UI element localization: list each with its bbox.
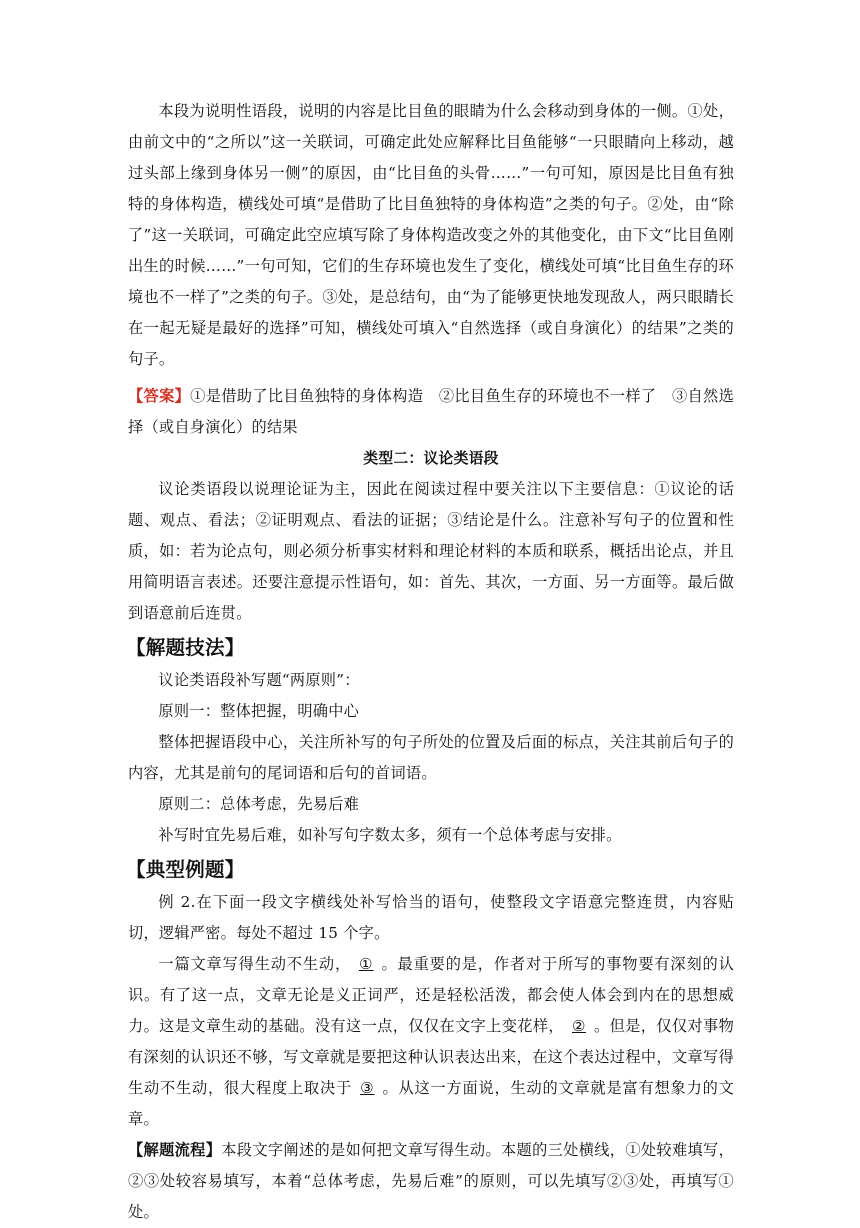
answer-text: ①是借助了比目鱼独特的身体构造 ②比目鱼生存的环境也不一样了 ③自然选择（或自身演化）的结果: [128, 387, 735, 436]
technique-line-4: 原则二：总体考虑，先易后难: [158, 795, 360, 813]
technique-heading: 【解题技法】: [126, 636, 245, 659]
answer-paragraph: [128, 381, 734, 443]
passage-seg-1: 一篇文章写得生动不生动，: [158, 955, 352, 973]
passage-seg-3: 。但是，仅仅对事物有深刻的认识还不够，写文章就是要把这种认识表达出来，在这个表达过程中，文章写得生动不生动，很大程度上取决于: [128, 1017, 735, 1097]
intro-paragraph: 本段为说明性语段，说明的内容是比目鱼的眼睛为什么会移动到身体的一侧。①处，由前文中的“之所以”这一关联词，可确定此处应解释比目鱼能够“一只眼睛向上移动，越过头部上缘到身体另一侧”的原因，由“比目鱼的头骨……”一句可知，原因是比目鱼有独特的身体构造，横线处可填“是借助了比目鱼独特的身体构造”之类的句子。②处，由“除了”这一关联词，可确定此空应填写除了身体构造改变之外的其他变化，由下文“比目鱼刚出生的时候……”一句可知，它们的生存环境也发生了变化，横线处可填“比目鱼生存的环境也不一样了”之类的句子。③处，是总结句，由“为了能够更快地发现敌人，两只眼睛长在一起无疑是最好的选择”可知，横线处可填入“自然选择（或自身演化）的结果”之类的句子。: [128, 102, 734, 368]
example-passage: [128, 949, 734, 1135]
technique-line-1: 议论类语段补写题“两原则”：: [158, 671, 360, 689]
process-label: 【解题流程】: [128, 1141, 222, 1159]
blank-1: ①: [359, 955, 374, 973]
answer-label: 【答案】: [128, 387, 191, 405]
document-page: [128, 96, 734, 1228]
passage-seg-4: 。从这一方面说，生动的文章就是富有想象力的文章。: [128, 1079, 735, 1128]
technique-line-3: 整体把握语段中心，关注所补写的句子所处的位置及后面的标点，关注其前后句子的内容，尤其是前句的尾词语和后句的首词语。: [128, 733, 734, 782]
blank-3: ③: [360, 1079, 375, 1097]
blank-2: ②: [572, 1017, 586, 1035]
type2-heading: 类型二：议论类语段: [363, 450, 499, 467]
technique-line-2: 原则一：整体把握，明确中心: [158, 702, 360, 720]
example-heading: 【典型例题】: [126, 858, 245, 881]
technique-line-5: 补写时宜先易后难，如补写句字数太多，须有一个总体考虑与安排。: [158, 826, 622, 844]
passage-seg-2: 。最重要的是，作者对于所写的事物要有深刻的认识。有了这一点，文章无论是义正词严，还是轻松活泼，都会使人体会到内在的思想威力。这是文章生动的基础。没有这一点，仅仅在文字上变花样，: [128, 955, 735, 1035]
process-text: 本段文字阐述的是如何把文章写得生动。本题的三处横线，①处较难填写，②③处较容易填写，本着“总体考虑，先易后难”的原则，可以先填写②③处，再填写①处。: [128, 1141, 735, 1221]
process-paragraph: [128, 1135, 734, 1228]
type2-paragraph: 议论类语段以说理论证为主，因此在阅读过程中要关注以下主要信息：①议论的话题、观点、看法；②证明观点、看法的证据；③结论是什么。注意补写句子的位置和性质，如：若为论点句，则必须分析事实材料和理论材料的本质和联系，概括出论点，并且用简明语言表述。还要注意提示性语句，如：首先、其次，一方面、另一方面等。最后做到语意前后连贯。: [128, 480, 734, 622]
example-prompt: 例 2.在下面一段文字横线处补写恰当的语句，使整段文字语意完整连贯，内容贴切，逻辑严密。每处不超过 15 个字。: [128, 893, 734, 942]
